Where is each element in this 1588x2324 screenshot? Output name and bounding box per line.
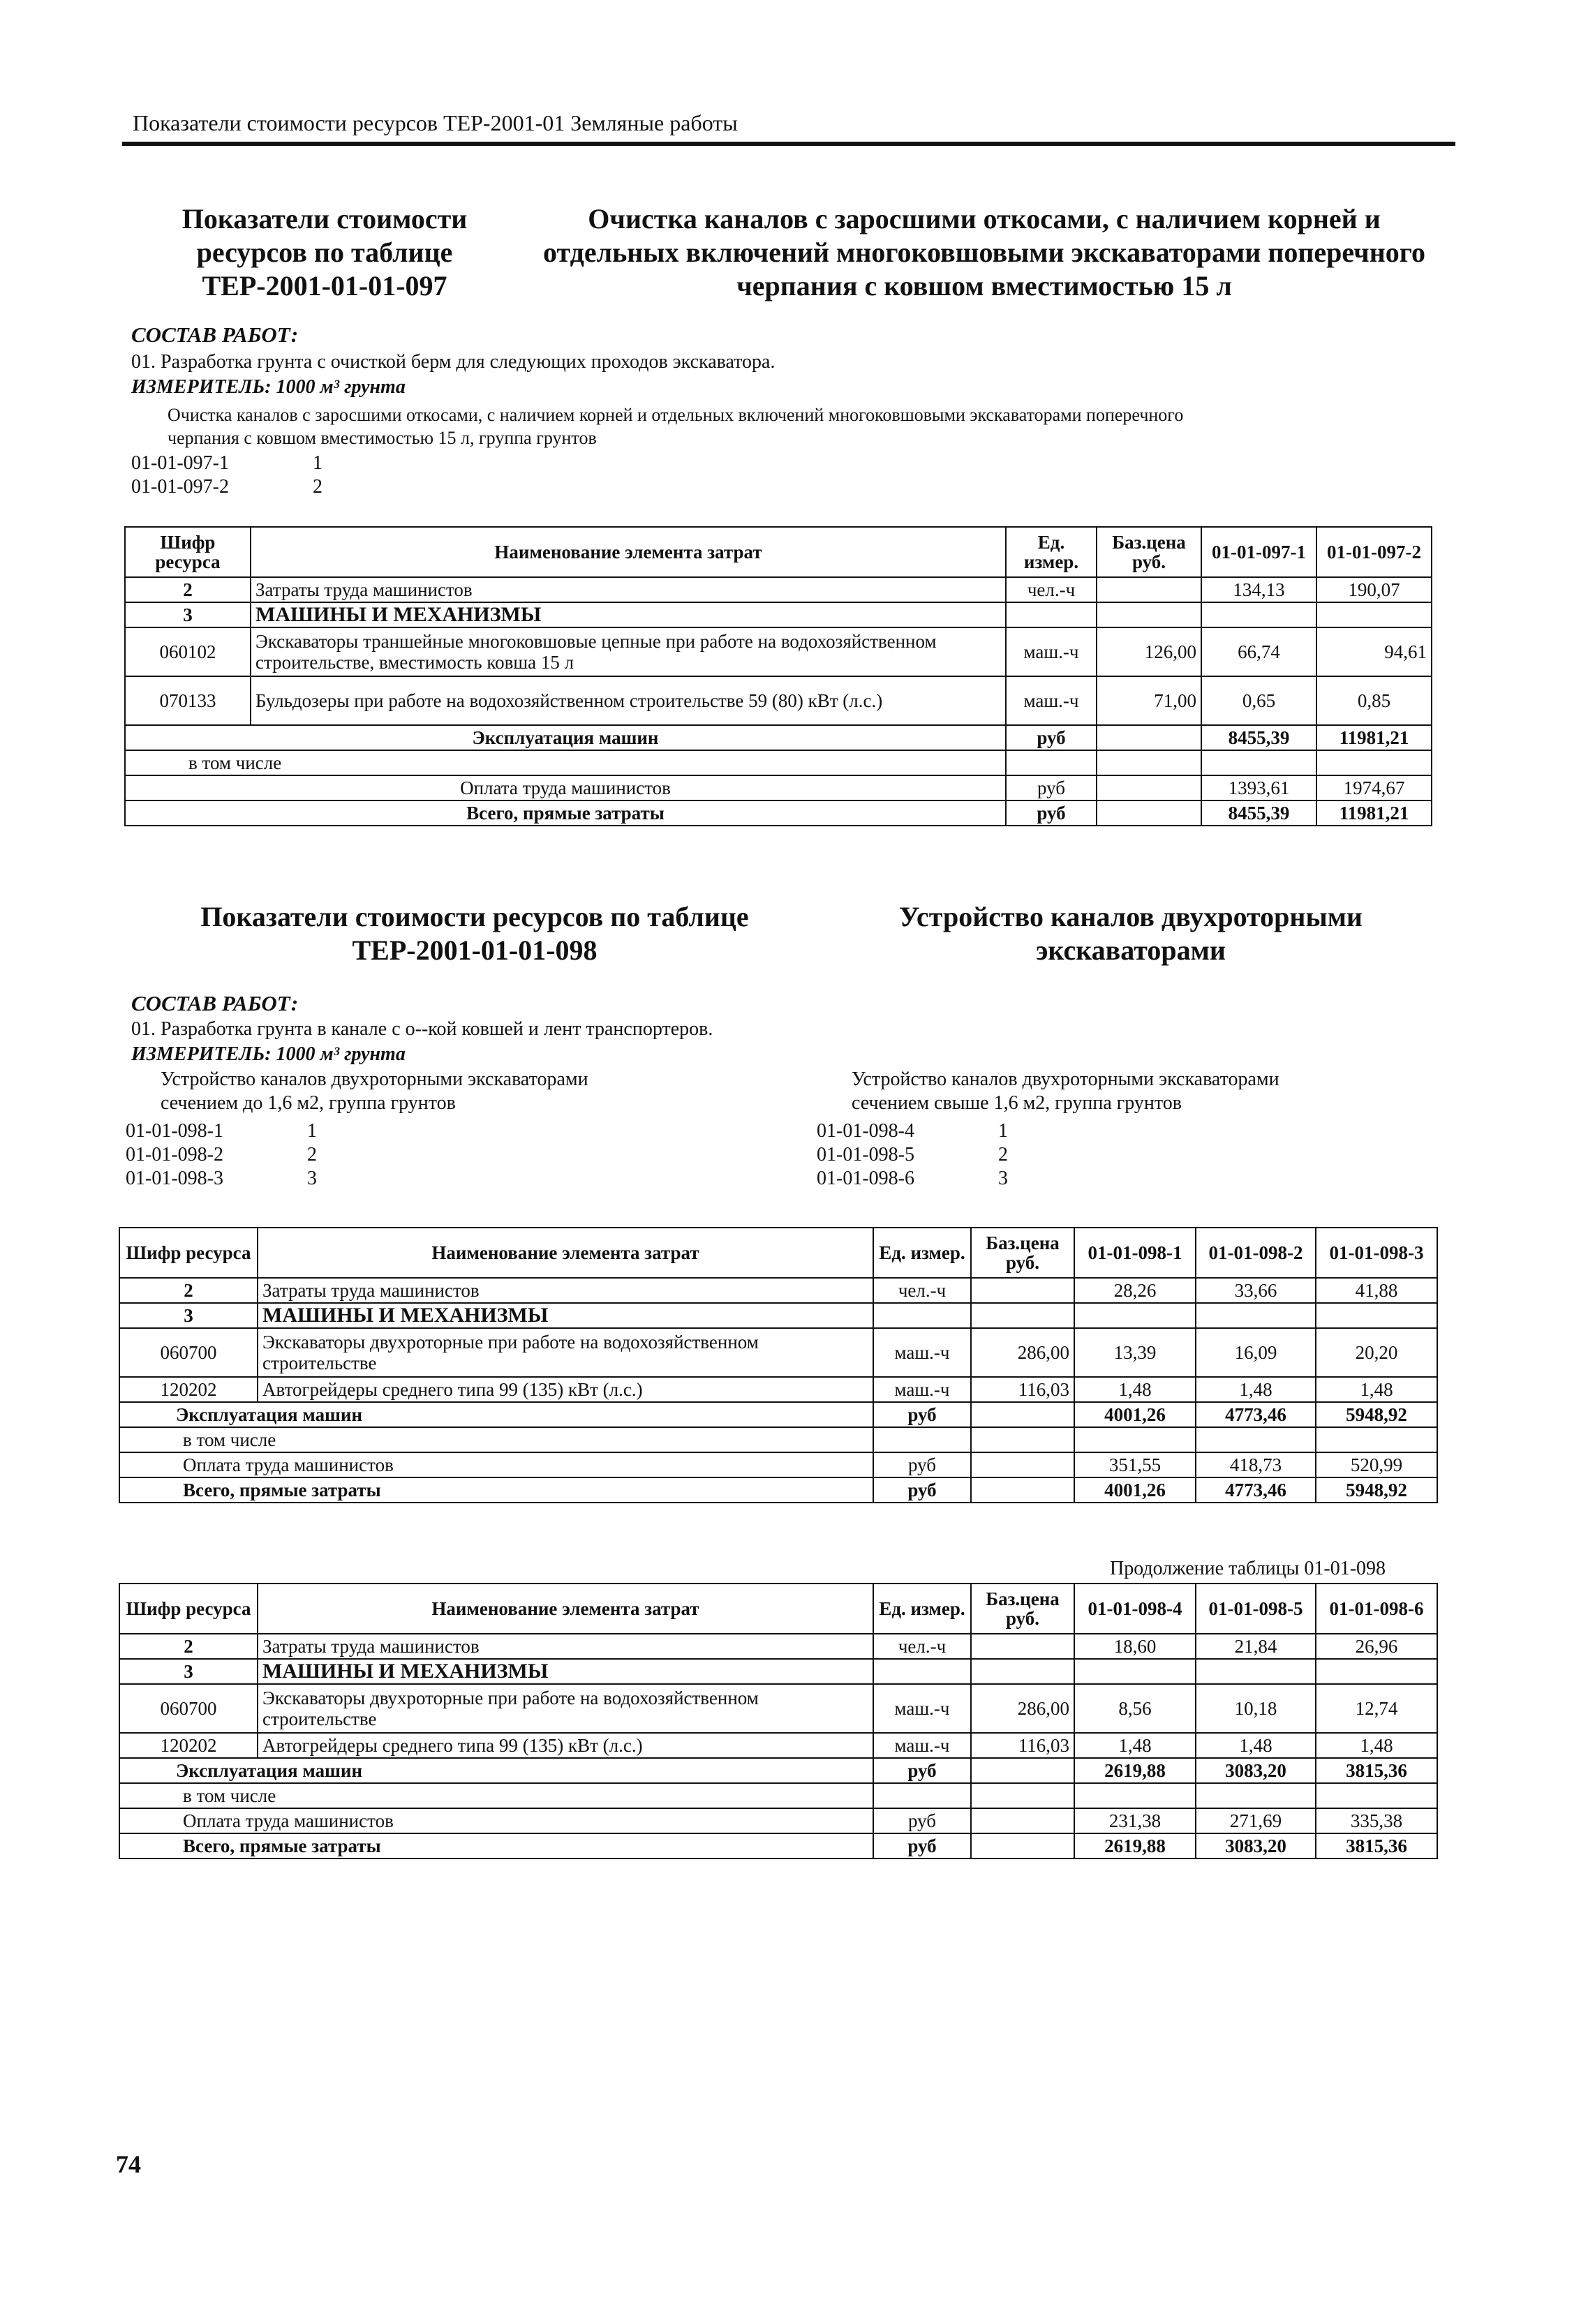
- cell-code: 2: [125, 577, 251, 602]
- table-row: [125, 676, 1432, 725]
- cell-base: 71,00: [1097, 676, 1201, 725]
- total-v2: [1196, 1783, 1316, 1808]
- cell-v2: [1316, 602, 1432, 627]
- cell-v3: 41,88: [1316, 1278, 1437, 1303]
- cell-v1: 13,39: [1074, 1328, 1196, 1377]
- cell-v1: 28,26: [1074, 1278, 1196, 1303]
- total-v1: [1201, 750, 1316, 775]
- total-unit: руб: [1006, 800, 1097, 826]
- th-code: Шифр ресурса: [119, 1584, 258, 1634]
- total-unit: [873, 1783, 971, 1808]
- cell-name: Экскаваторы двухроторные при работе на водохозяйственном строительстве: [258, 1328, 873, 1377]
- cell-v3: 1,48: [1316, 1733, 1437, 1758]
- cell-v1: 8,56: [1074, 1684, 1196, 1733]
- cell-v1: [1074, 1659, 1196, 1684]
- cell-v2: 21,84: [1196, 1634, 1316, 1659]
- total-label: в том числе: [119, 1783, 873, 1808]
- code: 01-01-097-1: [131, 452, 229, 474]
- section2-right-title: [852, 900, 1410, 967]
- total-unit: руб: [873, 1808, 971, 1833]
- code: 01-01-097-2: [131, 476, 229, 498]
- right-description: [852, 1068, 1279, 1115]
- code-row: [126, 1119, 317, 1143]
- total-base: [971, 1477, 1074, 1503]
- table-row: [119, 1684, 1437, 1733]
- cell-name: Автогрейдеры среднего типа 99 (135) кВт (л.с.): [258, 1377, 873, 1402]
- cell-unit: маш.-ч: [873, 1684, 971, 1733]
- th-col1: 01-01-097-1: [1201, 527, 1316, 577]
- total-base: [1097, 725, 1201, 750]
- table-header-row: [119, 1584, 1437, 1634]
- sostav-label: СОСТАВ РАБОТ:: [131, 991, 299, 1015]
- cell-unit: чел.-ч: [873, 1278, 971, 1303]
- cell-v2: 1,48: [1196, 1733, 1316, 1758]
- total-row: [119, 1452, 1437, 1477]
- cell-base: 116,03: [971, 1733, 1074, 1758]
- cell-v1: 66,74: [1201, 627, 1316, 676]
- total-v3: 3815,36: [1316, 1833, 1437, 1859]
- cell-unit: [873, 1303, 971, 1328]
- description-line: черпания с ковшом вместимостью 15 л, группа грунтов: [168, 428, 597, 448]
- table-row: [125, 602, 1432, 627]
- title-line: черпания с ковшом вместимостью 15 л: [736, 270, 1232, 301]
- total-v1: [1074, 1783, 1196, 1808]
- total-base: [971, 1758, 1074, 1783]
- total-label: Оплата труда машинистов: [125, 775, 1006, 800]
- section1-left-title: [161, 202, 489, 303]
- cell-unit: чел.-ч: [873, 1634, 971, 1659]
- table-row: [119, 1377, 1437, 1402]
- cell-v2: 190,07: [1316, 577, 1432, 602]
- code-list: [131, 452, 322, 499]
- total-base: [971, 1833, 1074, 1859]
- code-row: [817, 1119, 1008, 1143]
- cell-code: 120202: [119, 1377, 258, 1402]
- cell-v1: [1201, 602, 1316, 627]
- th-name: Наименование элемента затрат: [258, 1584, 873, 1634]
- total-unit: руб: [873, 1758, 971, 1783]
- total-row: [119, 1783, 1437, 1808]
- total-v3: 5948,92: [1316, 1477, 1437, 1503]
- total-row: [125, 725, 1432, 750]
- cell-code: 3: [119, 1303, 258, 1328]
- title-line: отдельных включений многоковшовыми экскаваторами поперечного: [543, 237, 1425, 268]
- total-base: [1097, 750, 1201, 775]
- th-name: Наименование элемента затрат: [251, 527, 1006, 577]
- description: [131, 403, 1457, 449]
- total-v2: 4773,46: [1196, 1402, 1316, 1427]
- total-v2: 1974,67: [1316, 775, 1432, 800]
- left-description: [161, 1068, 588, 1115]
- cell-v2: 16,09: [1196, 1328, 1316, 1377]
- total-row: [119, 1758, 1437, 1783]
- cell-v1: 1,48: [1074, 1733, 1196, 1758]
- cell-code: 060700: [119, 1684, 258, 1733]
- title-line: Устройство каналов двухроторными: [899, 901, 1363, 932]
- cell-v3: [1316, 1303, 1437, 1328]
- total-v3: 520,99: [1316, 1452, 1437, 1477]
- th-col2: 01-01-097-2: [1316, 527, 1432, 577]
- cell-v1: 134,13: [1201, 577, 1316, 602]
- description-line: Устройство каналов двухроторными экскаваторами: [852, 1068, 1279, 1090]
- total-unit: [873, 1427, 971, 1452]
- table-header-row: [119, 1228, 1437, 1278]
- total-v3: 3815,36: [1316, 1758, 1437, 1783]
- cell-name: МАШИНЫ И МЕХАНИЗМЫ: [251, 602, 1006, 627]
- title-line: Очистка каналов с заросшими откосами, с наличием корней и: [588, 203, 1381, 234]
- header-rule: [122, 142, 1455, 146]
- sostav-label: СОСТАВ РАБОТ:: [131, 322, 299, 347]
- table-row: [119, 1328, 1437, 1377]
- table-row: [119, 1733, 1437, 1758]
- cell-code: 2: [119, 1634, 258, 1659]
- group: 1: [313, 452, 322, 474]
- cell-unit: чел.-ч: [1006, 577, 1097, 602]
- cell-unit: маш.-ч: [873, 1328, 971, 1377]
- cell-v2: [1196, 1303, 1316, 1328]
- group: 1: [998, 1120, 1008, 1142]
- title-line: Показатели стоимости ресурсов по таблице: [200, 901, 749, 932]
- total-v2: [1316, 750, 1432, 775]
- cell-code: 3: [119, 1659, 258, 1684]
- title-line: экскаваторами: [1036, 934, 1226, 966]
- cell-v3: 12,74: [1316, 1684, 1437, 1733]
- total-v1: 2619,88: [1074, 1758, 1196, 1783]
- th-code: Шифр ресурса: [125, 527, 251, 577]
- cell-code: 120202: [119, 1733, 258, 1758]
- running-header: Показатели стоимости ресурсов ТЕР-2001-01 Земляные работы: [133, 110, 738, 135]
- total-base: [971, 1808, 1074, 1833]
- total-base: [971, 1427, 1074, 1452]
- group: 2: [307, 1144, 317, 1165]
- work-item: 01. Разработка грунта в канале с о‑‑кой ковшей и лент транспортеров.: [131, 1018, 713, 1040]
- cell-v1: 18,60: [1074, 1634, 1196, 1659]
- table-row: [119, 1278, 1437, 1303]
- table-row: [119, 1634, 1437, 1659]
- code-row: [131, 475, 322, 499]
- total-label: Всего, прямые затраты: [119, 1477, 873, 1503]
- code-row: [126, 1167, 317, 1191]
- total-row: [125, 800, 1432, 826]
- th-unit: Ед. измер.: [873, 1584, 971, 1634]
- cell-base: [971, 1634, 1074, 1659]
- cell-name: Затраты труда машинистов: [251, 577, 1006, 602]
- total-v1: 4001,26: [1074, 1402, 1196, 1427]
- cell-v3: [1316, 1659, 1437, 1684]
- th-name: Наименование элемента затрат: [258, 1228, 873, 1278]
- cell-base: 286,00: [971, 1684, 1074, 1733]
- th-col2: 01-01-098-2: [1196, 1228, 1316, 1278]
- cell-name: Автогрейдеры среднего типа 99 (135) кВт (л.с.): [258, 1733, 873, 1758]
- cell-v2: 10,18: [1196, 1684, 1316, 1733]
- group: 3: [998, 1168, 1008, 1189]
- total-row: [125, 775, 1432, 800]
- cell-v3: 1,48: [1316, 1377, 1437, 1402]
- total-label: Эксплуатация машин: [125, 725, 1006, 750]
- continuation-label: Продолжение таблицы 01-01-098: [1110, 1558, 1386, 1579]
- description-line: Очистка каналов с заросшими откосами, с наличием корней и отдельных включений многоковшовыми экскаваторами поперечного: [168, 405, 1184, 425]
- code-row: [817, 1167, 1008, 1191]
- th-col2: 01-01-098-5: [1196, 1584, 1316, 1634]
- cell-base: 116,03: [971, 1377, 1074, 1402]
- total-v2: 3083,20: [1196, 1833, 1316, 1859]
- total-label: Эксплуатация машин: [119, 1758, 873, 1783]
- group: 3: [307, 1168, 317, 1189]
- cell-base: [971, 1278, 1074, 1303]
- cell-name: Затраты труда машинистов: [258, 1278, 873, 1303]
- left-code-list: [126, 1119, 317, 1191]
- total-label: Оплата труда машинистов: [119, 1452, 873, 1477]
- th-base: Баз.цена руб.: [971, 1228, 1074, 1278]
- cell-name: Экскаваторы двухроторные при работе на водохозяйственном строительстве: [258, 1684, 873, 1733]
- total-label: Эксплуатация машин: [119, 1402, 873, 1427]
- cell-code: 2: [119, 1278, 258, 1303]
- cell-v2: 1,48: [1196, 1377, 1316, 1402]
- total-v1: 231,38: [1074, 1808, 1196, 1833]
- cell-base: [1097, 602, 1201, 627]
- cell-unit: маш.-ч: [1006, 676, 1097, 725]
- total-label: Всего, прямые затраты: [125, 800, 1006, 826]
- total-label: Оплата труда машинистов: [119, 1808, 873, 1833]
- total-base: [971, 1452, 1074, 1477]
- cell-unit: маш.-ч: [873, 1377, 971, 1402]
- cell-v2: 33,66: [1196, 1278, 1316, 1303]
- group: 2: [313, 476, 322, 498]
- table-097: [124, 526, 1432, 826]
- total-unit: руб: [873, 1833, 971, 1859]
- table-row: [119, 1303, 1437, 1328]
- total-v2: 11981,21: [1316, 725, 1432, 750]
- code: 01-01-098-2: [126, 1144, 223, 1165]
- total-v1: 8455,39: [1201, 800, 1316, 826]
- cell-name: МАШИНЫ И МЕХАНИЗМЫ: [258, 1659, 873, 1684]
- cell-code: 070133: [125, 676, 251, 725]
- total-unit: руб: [1006, 725, 1097, 750]
- section1-right-title: [530, 202, 1438, 303]
- code: 01-01-098-4: [817, 1120, 914, 1142]
- code-row: [817, 1143, 1008, 1167]
- cell-v1: 1,48: [1074, 1377, 1196, 1402]
- total-unit: руб: [873, 1452, 971, 1477]
- total-v3: 335,38: [1316, 1808, 1437, 1833]
- total-v3: [1316, 1427, 1437, 1452]
- th-base: Баз.цена руб.: [971, 1584, 1074, 1634]
- total-v2: [1196, 1427, 1316, 1452]
- cell-unit: маш.-ч: [873, 1733, 971, 1758]
- cell-unit: [873, 1659, 971, 1684]
- total-v3: 5948,92: [1316, 1402, 1437, 1427]
- title-line: Показатели стоимости: [181, 203, 468, 234]
- total-row: [119, 1833, 1437, 1859]
- total-label: Всего, прямые затраты: [119, 1833, 873, 1859]
- work-item: 01. Разработка грунта с очисткой берм для следующих проходов экскаватора.: [131, 351, 776, 373]
- cell-base: [1097, 577, 1201, 602]
- cell-v1: 0,65: [1201, 676, 1316, 725]
- table-row: [125, 577, 1432, 602]
- total-v2: 4773,46: [1196, 1477, 1316, 1503]
- total-unit: [1006, 750, 1097, 775]
- cell-base: 126,00: [1097, 627, 1201, 676]
- th-col3: 01-01-098-6: [1316, 1584, 1437, 1634]
- total-v2: 271,69: [1196, 1808, 1316, 1833]
- code: 01-01-098-5: [817, 1144, 914, 1165]
- cell-name: Бульдозеры при работе на водохозяйственном строительстве 59 (80) кВт (л.с.): [251, 676, 1006, 725]
- th-base: Баз.цена руб.: [1097, 527, 1201, 577]
- cell-base: 286,00: [971, 1328, 1074, 1377]
- cell-code: 060700: [119, 1328, 258, 1377]
- total-label: в том числе: [119, 1427, 873, 1452]
- cell-code: 060102: [125, 627, 251, 676]
- total-v1: [1074, 1427, 1196, 1452]
- th-col1: 01-01-098-1: [1074, 1228, 1196, 1278]
- cell-v2: [1196, 1659, 1316, 1684]
- page-number: 74: [116, 2150, 141, 2178]
- title-line: ресурсов по таблице: [196, 237, 453, 268]
- total-unit: руб: [873, 1402, 971, 1427]
- cell-v2: 0,85: [1316, 676, 1432, 725]
- total-v3: [1316, 1783, 1437, 1808]
- total-label: в том числе: [125, 750, 1006, 775]
- description-line: Устройство каналов двухроторными экскаваторами: [161, 1068, 588, 1090]
- total-v1: 4001,26: [1074, 1477, 1196, 1503]
- total-base: [971, 1783, 1074, 1808]
- cell-v3: 20,20: [1316, 1328, 1437, 1377]
- code-row: [126, 1143, 317, 1167]
- cell-name: Экскаваторы траншейные многоковшовые цепные при работе на водохозяйственном строительстве, вместимость ковша 15 л: [251, 627, 1006, 676]
- cell-code: 3: [125, 602, 251, 627]
- cell-base: [971, 1659, 1074, 1684]
- title-line: ТЕР-2001-01-01-098: [352, 934, 598, 966]
- cell-unit: [1006, 602, 1097, 627]
- total-row: [119, 1427, 1437, 1452]
- th-code: Шифр ресурса: [119, 1228, 258, 1278]
- title-line: ТЕР-2001-01-01-097: [202, 270, 447, 301]
- total-row: [119, 1402, 1437, 1427]
- table-098-2: [119, 1583, 1438, 1859]
- cell-v1: [1074, 1303, 1196, 1328]
- group: 2: [998, 1144, 1008, 1165]
- izmeritel: ИЗМЕРИТЕЛЬ: 1000 м³ грунта: [131, 376, 406, 398]
- group: 1: [307, 1120, 317, 1142]
- cell-v2: 94,61: [1316, 627, 1432, 676]
- cell-v3: 26,96: [1316, 1634, 1437, 1659]
- code: 01-01-098-6: [817, 1168, 914, 1189]
- code-row: [131, 452, 322, 475]
- total-v1: 1393,61: [1201, 775, 1316, 800]
- total-base: [1097, 800, 1201, 826]
- cell-unit: маш.-ч: [1006, 627, 1097, 676]
- total-v1: 8455,39: [1201, 725, 1316, 750]
- section2-left-title: [161, 900, 789, 967]
- total-row: [119, 1808, 1437, 1833]
- th-col1: 01-01-098-4: [1074, 1584, 1196, 1634]
- total-unit: руб: [1006, 775, 1097, 800]
- total-v1: 351,55: [1074, 1452, 1196, 1477]
- code: 01-01-098-1: [126, 1120, 223, 1142]
- total-unit: руб: [873, 1477, 971, 1503]
- total-row: [119, 1477, 1437, 1503]
- total-v2: 418,73: [1196, 1452, 1316, 1477]
- right-code-list: [817, 1119, 1008, 1191]
- total-base: [971, 1402, 1074, 1427]
- description-line: сечением свыше 1,6 м2, группа грунтов: [852, 1092, 1182, 1114]
- table-row: [125, 627, 1432, 676]
- table-row: [119, 1659, 1437, 1684]
- total-v2: 11981,21: [1316, 800, 1432, 826]
- cell-name: МАШИНЫ И МЕХАНИЗМЫ: [258, 1303, 873, 1328]
- total-v2: 3083,20: [1196, 1758, 1316, 1783]
- code: 01-01-098-3: [126, 1168, 223, 1189]
- description-line: сечением до 1,6 м2, группа грунтов: [161, 1092, 456, 1114]
- th-unit: Ед. измер.: [873, 1228, 971, 1278]
- izmeritel: ИЗМЕРИТЕЛЬ: 1000 м³ грунта: [131, 1043, 406, 1065]
- cell-name: Затраты труда машинистов: [258, 1634, 873, 1659]
- table-098-1: [119, 1227, 1438, 1503]
- cell-base: [971, 1303, 1074, 1328]
- total-base: [1097, 775, 1201, 800]
- th-unit: Ед. измер.: [1006, 527, 1097, 577]
- total-v1: 2619,88: [1074, 1833, 1196, 1859]
- total-row: [125, 750, 1432, 775]
- table-header-row: [125, 527, 1432, 577]
- th-col3: 01-01-098-3: [1316, 1228, 1437, 1278]
